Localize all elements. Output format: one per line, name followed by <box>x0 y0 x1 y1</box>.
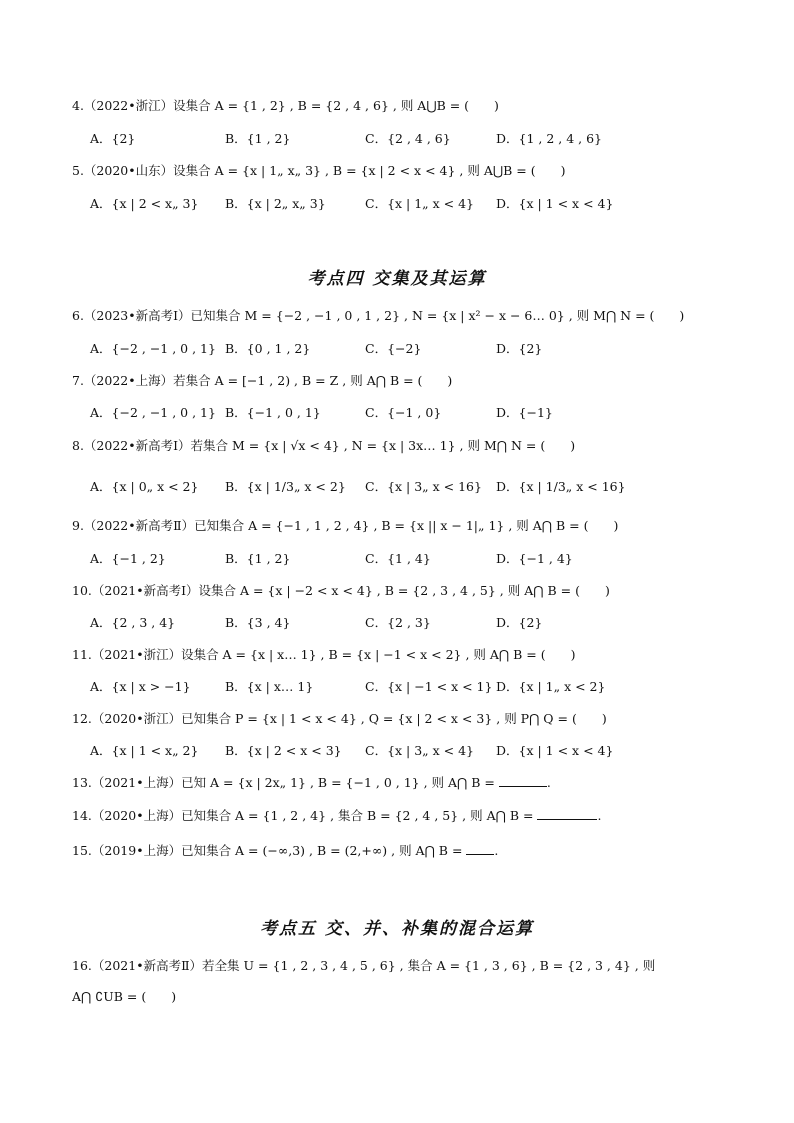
option-d: D．{x | 1 < x < 4} <box>496 196 614 211</box>
option-b: B．{x | 2„ x„ 3} <box>225 196 326 211</box>
option-a: A．{x | x > −1} <box>90 679 191 694</box>
option-a: A．{−2 , −1 , 0 , 1} <box>90 405 216 420</box>
option-b: B．{x | x… 1} <box>225 679 314 694</box>
question-7-stem: 7.（2022•上海）若集合 A = [−1 , 2) , B = Z , 则 A⋂ B = ( ) <box>72 373 453 388</box>
option-c: C．{x | −1 < x < 1} <box>365 679 493 694</box>
option-b: B．{x | 2 < x < 3} <box>225 743 342 758</box>
question-11-stem: 11.（2021•浙江）设集合 A = {x | x… 1} , B = {x | −1 < x < 2} , 则 A⋂ B = ( ) <box>72 647 576 662</box>
option-c: C．{−1 , 0} <box>365 405 442 420</box>
question-5-options <box>90 194 710 212</box>
option-c: C．{x | 1„ x < 4} <box>365 196 475 211</box>
question-6-stem: 6.（2023•新高考Ⅰ）已知集合 M = {−2 , −1 , 0 , 1 , 2} , N = {x | x² − x − 6… 0} , 则 M⋂ N = ( ) <box>72 308 685 323</box>
option-a: A．{−2 , −1 , 0 , 1} <box>90 341 216 356</box>
answer-blank[interactable] <box>499 774 547 787</box>
option-a: A．{2 , 3 , 4} <box>90 615 176 630</box>
question-16-stem-line-2: A⋂ ∁UB = ( ) <box>72 989 177 1004</box>
option-c: C．{2 , 3} <box>365 615 431 630</box>
question-4-stem: 4.（2022•浙江）设集合 A = {1 , 2} , B = {2 , 4 , 6} , 则 A⋃B = ( ) <box>72 98 499 113</box>
question-8-stem: 8.（2022•新高考Ⅰ）若集合 M = {x | √x < 4} , N = {x | 3x… 1} , 则 M⋂ N = ( ) <box>72 438 576 453</box>
answer-blank[interactable] <box>466 842 494 855</box>
option-a: A．{x | 0„ x < 2} <box>90 479 199 494</box>
question-9-stem: 9.（2022•新高考Ⅱ）已知集合 A = {−1 , 1 , 2 , 4} , B = {x || x − 1|„ 1} , 则 A⋂ B = ( ) <box>72 518 619 533</box>
question-15-stem: 15.（2019•上海）已知集合 A = (−∞,3) , B = (2,+∞) , 则 A⋂ B = <box>72 843 463 858</box>
option-b: B．{1 , 2} <box>225 131 291 146</box>
question-5-stem: 5.（2020•山东）设集合 A = {x | 1„ x„ 3} , B = {x | 2 < x < 4} , 则 A⋃B = ( ) <box>72 163 566 178</box>
option-b: B．{1 , 2} <box>225 551 291 566</box>
option-d: D．{x | 1/3„ x < 16} <box>496 479 626 494</box>
question-13-end: . <box>546 775 551 790</box>
answer-blank[interactable] <box>537 807 597 820</box>
question-13 <box>72 773 551 791</box>
option-d: D．{x | 1 < x < 4} <box>496 743 614 758</box>
option-d: D．{−1 , 4} <box>496 551 573 566</box>
question-4-options <box>90 129 710 147</box>
option-a: A．{x | 2 < x„ 3} <box>90 196 199 211</box>
option-b: B．{3 , 4} <box>225 615 291 630</box>
option-c: C．{1 , 4} <box>365 551 431 566</box>
question-8-options <box>90 477 710 495</box>
option-d: D．{1 , 2 , 4 , 6} <box>496 131 602 146</box>
question-13-stem: 13.（2021•上海）已知 A = {x | 2x„ 1} , B = {−1 , 0 , 1} , 则 A⋂ B = <box>72 775 495 790</box>
question-7-options <box>90 403 710 421</box>
option-d: D．{−1} <box>496 405 553 420</box>
question-10-stem: 10.（2021•新高考Ⅰ）设集合 A = {x | −2 < x < 4} , B = {2 , 3 , 4 , 5} , 则 A⋂ B = ( ) <box>72 583 610 598</box>
question-9-options <box>90 549 710 567</box>
option-d: D．{2} <box>496 615 543 630</box>
question-11-options <box>90 677 710 695</box>
option-a: A．{x | 1 < x„ 2} <box>90 743 199 758</box>
option-c: C．{−2} <box>365 341 422 356</box>
option-a: A．{−1 , 2} <box>90 551 166 566</box>
question-12-options <box>90 741 710 759</box>
option-c: C．{x | 3„ x < 16} <box>365 479 482 494</box>
option-b: B．{x | 1/3„ x < 2} <box>225 479 346 494</box>
question-14 <box>72 806 601 824</box>
question-16-stem: 16.（2021•新高考Ⅱ）若全集 U = {1 , 2 , 3 , 4 , 5 , 6} , 集合 A = {1 , 3 , 6} , B = {2 , 3 , 4} , 则 <box>72 958 656 973</box>
option-b: B．{−1 , 0 , 1} <box>225 405 321 420</box>
option-a: A．{2} <box>90 131 136 146</box>
question-14-end: . <box>597 808 602 823</box>
question-14-stem: 14.（2020•上海）已知集合 A = {1 , 2 , 4} , 集合 B = {2 , 4 , 5} , 则 A⋂ B = <box>72 808 534 823</box>
question-6-options <box>90 339 710 357</box>
question-15 <box>72 841 498 859</box>
option-d: D．{2} <box>496 341 543 356</box>
option-b: B．{0 , 1 , 2} <box>225 341 311 356</box>
question-15-end: . <box>494 843 499 858</box>
section-heading-5: 考点五 交、并、补集的混合运算 <box>260 919 534 939</box>
section-heading-4: 考点四 交集及其运算 <box>307 269 487 289</box>
question-12-stem: 12.（2020•浙江）已知集合 P = {x | 1 < x < 4} , Q = {x | 2 < x < 3} , 则 P⋂ Q = ( ) <box>72 711 607 726</box>
option-c: C．{x | 3„ x < 4} <box>365 743 475 758</box>
question-10-options <box>90 613 710 631</box>
option-d: D．{x | 1„ x < 2} <box>496 679 606 694</box>
option-c: C．{2 , 4 , 6} <box>365 131 451 146</box>
